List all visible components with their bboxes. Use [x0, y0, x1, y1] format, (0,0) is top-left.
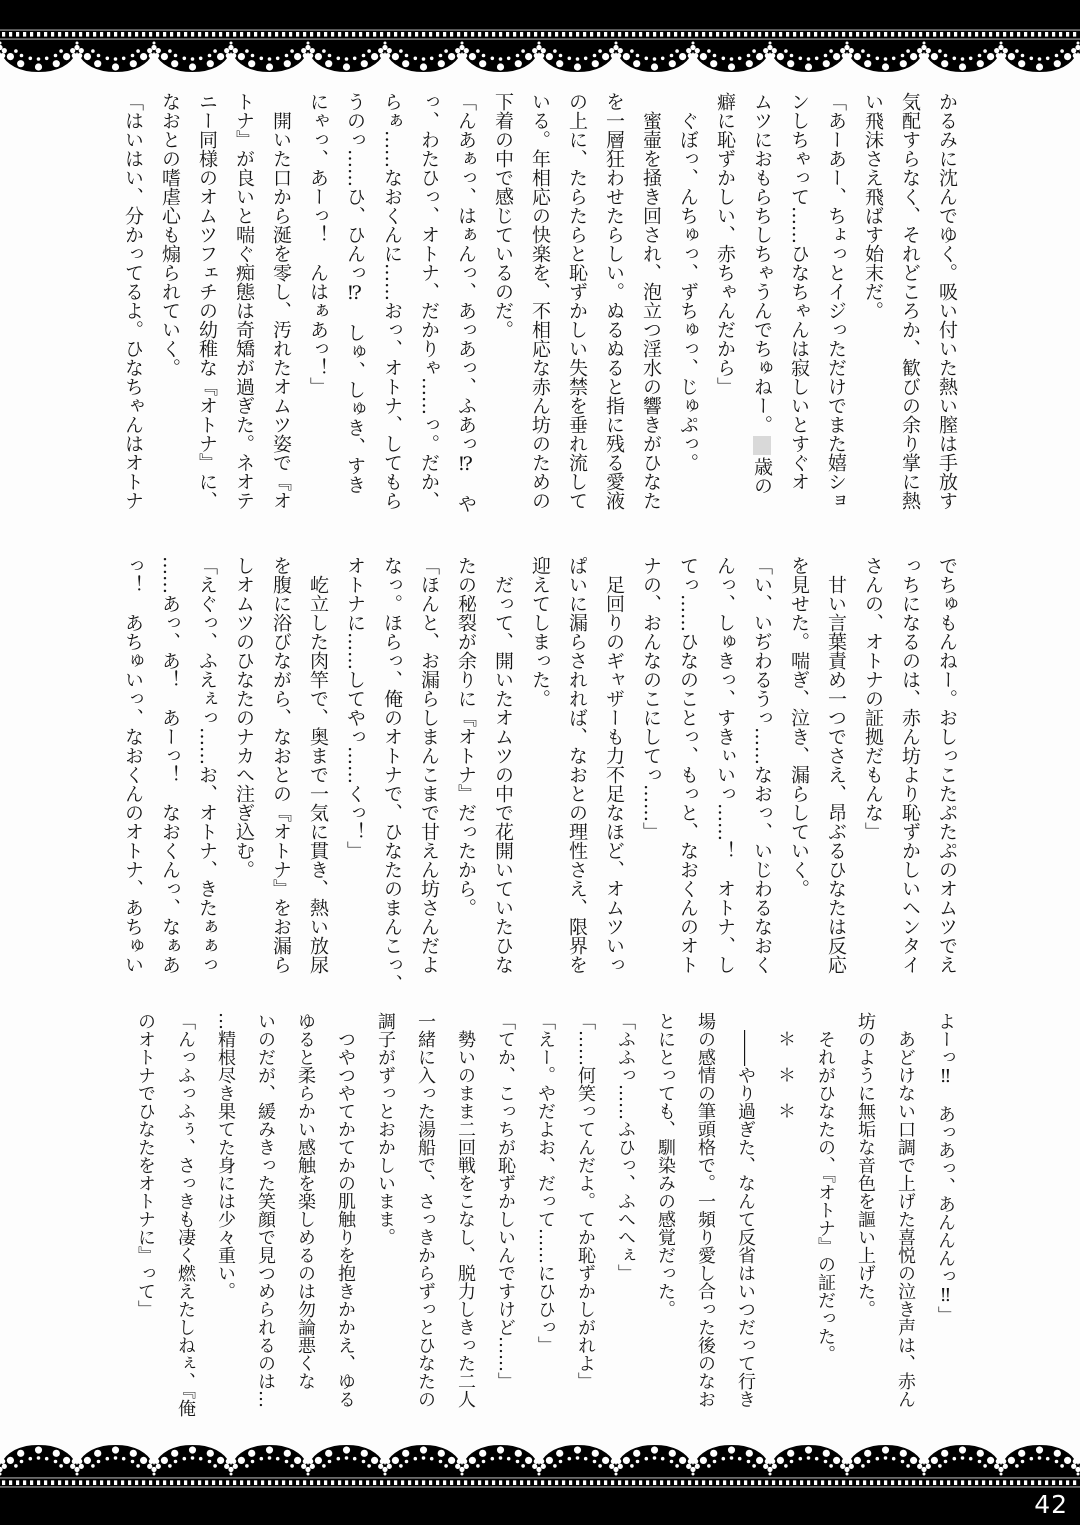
text-column: 癖に恥ずかしい、赤ちゃんだから」 [714, 92, 736, 396]
text-column: っちになるのは、赤ん坊より恥ずかしいヘンタイ [899, 556, 921, 974]
text-column: 「んっふっふぅ、さっきも凄く燃えたしねぇ、『俺 [175, 1012, 196, 1417]
text-column: だって、開いたオムツの中で花開いていたひな [492, 556, 514, 974]
text-column: 調子がずっとおかしいまま。 [375, 1012, 396, 1246]
text-block-bottom [125, 1012, 965, 1482]
text-column: 「……何笑ってんだよ。てか恥ずかしがれよ」 [575, 1012, 596, 1390]
text-column: ニー同様のオムツフェチの幼稚な『オトナ』に、 [196, 92, 218, 510]
text-column [743, 92, 780, 566]
text-column: 「ふふっ……ふひっ、ふへへぇ」 [615, 1012, 636, 1282]
text-column: トナ』が良いと喘ぐ痴態は奇矯が過ぎた。ネオテ [233, 92, 255, 510]
text-column: ンしちゃって……ひなちゃんは寂しいとすぐオ [788, 92, 810, 491]
text-segment: ムツにおもらちしちゃうんでちゅねー。 [751, 92, 773, 434]
lace-trim-graphic [0, 1437, 1080, 1517]
text-column: ゆると柔らかい感触を楽しめるのは勿論悪くな [295, 1012, 316, 1390]
censor-box [753, 436, 771, 455]
lace-border-top [0, 0, 1080, 80]
text-column: いる。年相応の快楽を、不相応な赤ん坊のための [529, 92, 551, 510]
text-column: 「はいはい、分かってるよ。ひなちゃんはオトナ [122, 92, 144, 510]
text-column: あどけない口調で上げた喜悦の泣き声は、赤ん [895, 1012, 916, 1408]
text-column: 蜜壷を掻き回され、泡立つ淫水の響きがひなた [640, 92, 662, 510]
text-column: の上に、たらたらと恥ずかしい失禁を垂れ流して [566, 92, 588, 510]
text-column: ぐぼっ、んちゅっ、ずちゅっ、じゅぷっ。 [677, 92, 699, 472]
text-column: とにとっても、馴染みの感覚だった。 [655, 1012, 676, 1318]
text-column: にゃっ、あーっ！ んはぁあっ！」 [307, 92, 329, 396]
text-segment: 歳の [751, 457, 773, 495]
text-column: を一層狂わせたらしい。ぬるぬると指に残る愛液 [603, 92, 625, 510]
text-column: っ、わたひっ、オトナ、だかりゃ……っ。だか、 [418, 92, 440, 510]
text-column: 「あーあー、ちょっとイジっただけでまた嬉ショ [825, 92, 847, 510]
text-column: 一緒に入った湯船で、さっきからずっとひなたの [415, 1012, 436, 1408]
text-block-top [114, 92, 965, 566]
text-column: うのっ……ひ、ひんっ⁉ しゅ、しゅき、すき [344, 92, 366, 494]
text-column: 場の感情の筆頭格で。一頻り愛し合った後のなお [695, 1012, 716, 1408]
text-column: ――やり過ぎた、なんて反省はいつだって行き [735, 1012, 756, 1408]
text-column: 甘い言葉責め一つでさえ、昂ぶるひなたは反応 [825, 556, 847, 974]
text-column: ＊ ＊ ＊ [775, 1012, 796, 1120]
text-column: 「ほんと、お漏らしまんこまで甘えん坊さんだよ [418, 556, 440, 974]
text-column: 開いた口から涎を零し、汚れたオムツ姿で『オ [270, 92, 292, 510]
bottom-black-band [0, 1517, 1080, 1525]
text-column: てっ……ひなのことっ、もっと、なおくんのオト [677, 556, 699, 974]
text-column: を腹に浴びながら、なおとの『オトナ』をお漏ら [270, 556, 292, 974]
text-column: それがひなたの、『オトナ』の証だった。 [815, 1012, 836, 1363]
text-column: 「てか、こっちが恥ずかしいんですけど……」 [495, 1012, 516, 1390]
text-column: 「んあぁっ、はぁんっ、あっあっ、ふあっ⁉ や [455, 92, 477, 513]
lace-border-bottom [0, 1437, 1080, 1525]
text-column: い飛沫さえ飛ばす始末だ。 [862, 92, 884, 320]
text-column: んっ、しゅきっ、すきぃいっ……！ オトナ、し [714, 556, 736, 974]
text-column: を見せた。喘ぎ、泣き、漏らしていく。 [788, 556, 810, 898]
text-column: らぁ……なおくんに……おっ、オトナ、してもら [381, 92, 403, 510]
text-column: かるみに沈んでゆく。吸い付いた熱い膣は手放す [936, 92, 958, 510]
text-column: …精根尽き果てた身には少々重い。 [215, 1012, 236, 1300]
text-column: 「い、いぢわるうっ……なおっ、いじわるなおく [751, 556, 773, 974]
text-block-middle [114, 556, 965, 1030]
text-column: たの秘裂が余りに『オトナ』だったから。 [455, 556, 477, 917]
text-column: よーっ‼ あっあっ、あんんんっ‼」 [935, 1012, 956, 1324]
text-column: つやつやてかてかの肌触りを抱きかかえ、ゆる [335, 1012, 356, 1408]
text-column: 迎えてしまった。 [529, 556, 551, 708]
text-column: でちゅもんねー。おしっこたぷたぷのオムツでえ [936, 556, 958, 974]
text-column: 足回りのギャザーも力不足なほど、オムツいっ [603, 556, 625, 974]
text-column: のオトナでひなたをオトナに』って」 [135, 1012, 156, 1318]
text-column: 勢いのまま二回戦をこなし、脱力しきった二人 [455, 1012, 476, 1408]
lace-trim-graphic [0, 0, 1080, 80]
text-column: なおとの嗜虐心も煽られていく。 [159, 92, 181, 377]
text-column: っ！ あちゅいっ、なおくんのオトナ、あちゅい [122, 556, 144, 974]
text-column: オトナに……してやっ……くっ！」 [344, 556, 366, 860]
page-number: 42 [1034, 1490, 1068, 1519]
text-column: 下着の中で感じているのだ。 [492, 92, 514, 339]
text-column: さんの、オトナの証拠だもんな」 [862, 556, 884, 841]
text-column: 屹立した肉竿で、奥まで一気に貫き、熱い放尿 [307, 556, 329, 974]
text-column: いのだが、緩みきった笑顔で見つめられるのは… [255, 1012, 276, 1408]
text-column: なっ。ほらっ、俺のオトナで、ひなたのまんこっ、 [381, 556, 403, 993]
text-column: 気配すらなく、それどころか、歓びの余り掌に熱 [899, 92, 921, 510]
text-column: ……あっ、あ！ あーっ！ なおくんっ、なぁあ [159, 556, 181, 974]
text-column: 「えぐっ、ふえぇっ……お、オトナ、きたぁぁっ [196, 556, 218, 974]
text-column: ナの、おんなのこにしてっ……」 [640, 556, 662, 841]
text-column: 坊のように無垢な音色を謳い上げた。 [855, 1012, 876, 1318]
text-column: 「えー。やだよお、だって……にひひっ」 [535, 1012, 556, 1354]
text-column: ぱいに漏らされれば、なおとの理性さえ、限界を [566, 556, 588, 974]
text-column: しオムツのひなたのナカへ注ぎ込む。 [233, 556, 255, 879]
